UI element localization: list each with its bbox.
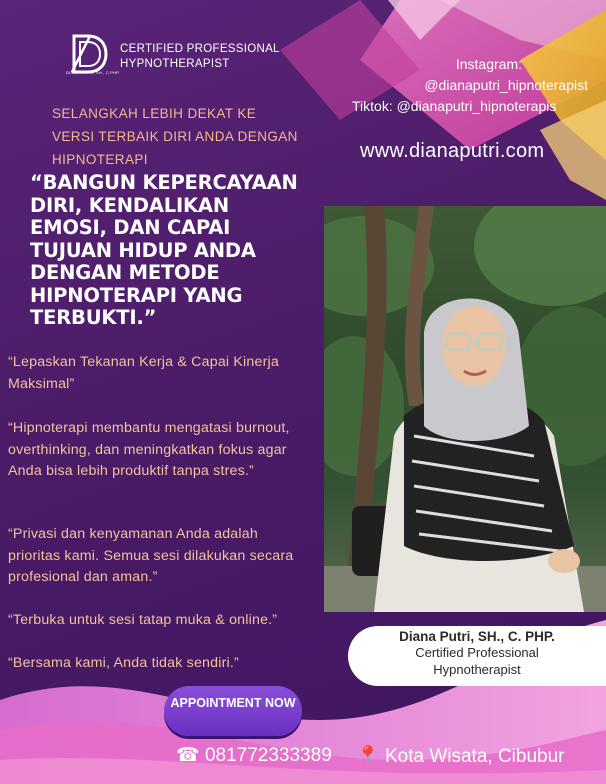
website-link[interactable]: www.dianaputri.com <box>360 140 545 162</box>
footer-phone[interactable] <box>176 744 332 767</box>
social-block <box>346 54 606 117</box>
profile-photo <box>324 206 606 612</box>
phone-icon: ☎ <box>176 745 200 766</box>
tagline: SELANGKAH LEBIH DEKAT KE VERSI TERBAIK DIRI ANDA DENGAN HIPNOTERAPI <box>52 106 298 167</box>
quote-5: “Bersama kami, Anda tidak sendiri.” <box>8 655 239 671</box>
appointment-button[interactable]: APPOINTMENT NOW <box>164 686 302 736</box>
brand-title: CERTIFIED PROFESSIONAL HYPNOTHERAPIST <box>120 43 280 70</box>
tiktok-handle[interactable]: Tiktok: @dianaputri_hipnoterapis <box>352 98 557 114</box>
profile-name: Diana Putri, SH., C. PHP. <box>399 629 555 644</box>
portrait-illustration <box>324 206 606 612</box>
location-text: Kota Wisata, Cibubur <box>384 746 565 767</box>
headline: “BANGUN KEPERCAYAAN DIRI, KENDALIKAN EMOSI, DAN CAPAI TUJUAN HIDUP ANDA DENGAN METODE HIPNOTERAPI YANG TERBUKTI.” <box>30 171 298 329</box>
quote-3: “Privasi dan kenyamanan Anda adalah prioritas kami. Semua sesi dilakukan secara profesional dan aman.” <box>8 526 294 585</box>
map-pin-icon: 📍 <box>356 746 380 767</box>
profile-role: Certified Professional Hypnotherapist <box>415 645 539 677</box>
logo-caption: DIANA PUTRI, SH., C.PHP. <box>66 70 120 75</box>
quote-1: “Lepaskan Tekanan Kerja & Capai Kinerja Maksimal” <box>8 354 279 392</box>
instagram-label: Instagram: <box>455 56 522 72</box>
dp-monogram-icon <box>70 34 108 74</box>
profile-card <box>348 626 606 686</box>
footer-location <box>356 744 564 768</box>
instagram-handle[interactable]: @dianaputri_hipnoterapist <box>424 77 588 93</box>
phone-number[interactable]: 081772333389 <box>204 745 332 766</box>
quote-2: “Hipnoterapi membantu mengatasi burnout, overthinking, dan meningkatkan fokus agar Anda bisa lebih produktif tanpa stres.” <box>8 420 290 479</box>
quote-4: “Terbuka untuk sesi tatap muka & online.” <box>8 612 278 628</box>
